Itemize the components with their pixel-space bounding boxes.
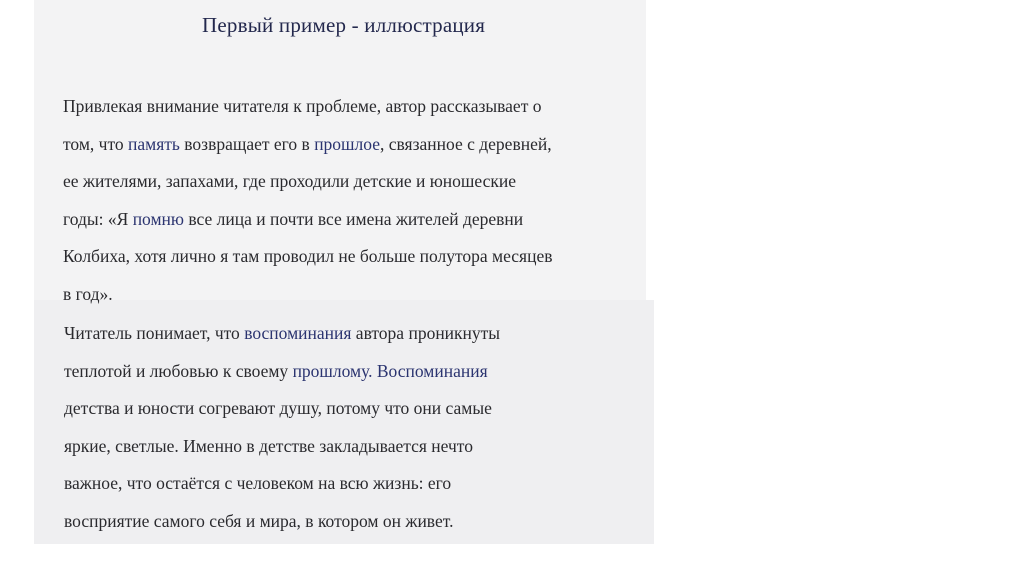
text-segment: том, что [63,133,129,154]
text-line [63,201,553,239]
paragraph-commentary [64,315,500,541]
text-segment: Привлекая внимание читателя к проблеме, автор рассказывает о [63,96,542,116]
highlighted-word: помню [132,208,184,229]
text-segment: важное, что остаётся с человеком на всю жизнь: его [64,473,452,494]
text-segment: автора проникнуты [351,323,501,343]
text-segment: возвращает его в [179,133,315,154]
text-line [63,88,553,126]
highlighted-word: память [128,133,180,154]
text-line [64,465,500,503]
text-line [64,315,500,353]
text-segment: все лица и почти все имена жителей деревни [183,208,524,229]
highlighted-word: воспоминания [244,323,352,343]
text-segment: Читатель понимает, что [64,323,245,343]
text-line [64,390,500,428]
highlighted-word: прошлое [314,133,380,154]
text-segment: в год». [63,283,113,304]
text-line [64,428,500,466]
text-segment: , связанное с деревней, [380,133,552,154]
text-segment: яркие, светлые. Именно в детстве закладывается нечто [64,435,473,456]
text-segment: восприятие самого себя и мира, в котором он живет. [64,510,454,531]
paragraph-illustration [63,88,553,313]
text-line [63,276,553,314]
text-segment: ее жителями, запахами, где проходили детские и юношеские [63,171,516,191]
text-segment: детства и юности согревают душу, потому что они самые [64,398,492,419]
text-segment: годы: «Я [63,208,133,229]
text-line [64,353,500,391]
text-line [63,163,553,201]
text-segment: Колбиха, хотя лично я там проводил не больше полутора месяцев [63,246,553,266]
text-line [63,126,553,164]
text-line [63,238,553,276]
highlighted-word: прошлому. Воспоминания [292,360,488,381]
text-segment: теплотой и любовью к своему [64,360,293,381]
slide-title: Первый пример - иллюстрация [202,13,486,37]
text-line [64,503,500,541]
